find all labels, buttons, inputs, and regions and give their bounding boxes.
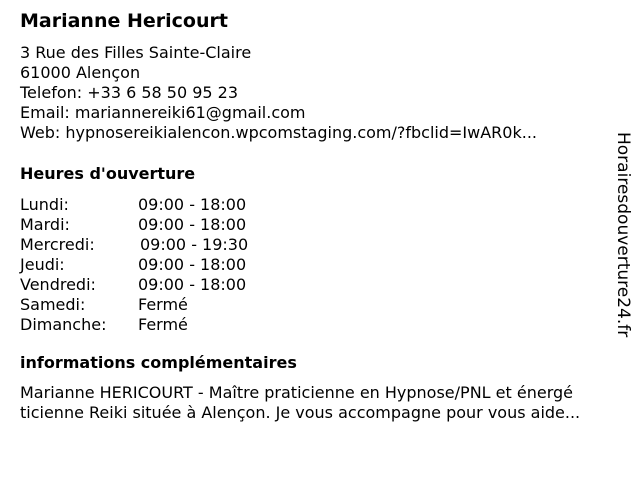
hours-row-sunday — [20, 315, 320, 335]
address-city: 61000 Alençon — [20, 63, 141, 82]
day-label: Lundi: — [20, 195, 69, 214]
website-text: Web: hypnosereikialencon.wpcomstaging.com/?fbclid=IwAR0k... — [20, 123, 537, 142]
description-line-2: ticienne Reiki située à Alençon. Je vous accompagne pour vous aide... — [20, 403, 581, 422]
contact-block — [20, 43, 537, 143]
day-label: Jeudi: — [20, 255, 65, 274]
hours-row-tuesday — [20, 215, 320, 235]
hours-row-friday — [20, 275, 320, 295]
hours-row-wednesday — [20, 235, 320, 255]
day-hours: 09:00 - 18:00 — [138, 255, 247, 274]
day-label: Samedi: — [20, 295, 86, 314]
day-hours: 09:00 - 18:00 — [138, 195, 247, 214]
address-street: 3 Rue des Filles Sainte-Claire — [20, 43, 252, 62]
day-label: Mercredi: — [20, 235, 95, 254]
opening-hours-table — [20, 195, 320, 335]
day-hours: Fermé — [138, 295, 188, 314]
day-label: Mardi: — [20, 215, 70, 234]
day-hours: Fermé — [138, 315, 188, 334]
email-text: Email: mariannereiki61@gmail.com — [20, 103, 306, 122]
day-hours: 09:00 - 18:00 — [138, 215, 247, 234]
hours-row-monday — [20, 195, 320, 215]
opening-hours-heading: Heures d'ouverture — [20, 164, 196, 183]
additional-info-text — [20, 383, 632, 423]
day-hours: 09:00 - 19:30 — [140, 235, 249, 254]
additional-info-heading: informations complémentaires — [20, 353, 297, 372]
day-label: Vendredi: — [20, 275, 96, 294]
business-name: Marianne Hericourt — [20, 10, 228, 32]
hours-row-thursday — [20, 255, 320, 275]
site-watermark: Horairesdouverture24.fr — [613, 132, 633, 338]
description-line-1: Marianne HERICOURT - Maître praticienne en Hypnose/PNL et énergé — [20, 383, 573, 402]
day-hours: 09:00 - 18:00 — [138, 275, 247, 294]
day-label: Dimanche: — [20, 315, 107, 334]
hours-row-saturday — [20, 295, 320, 315]
phone-text: Telefon: +33 6 58 50 95 23 — [20, 83, 239, 102]
